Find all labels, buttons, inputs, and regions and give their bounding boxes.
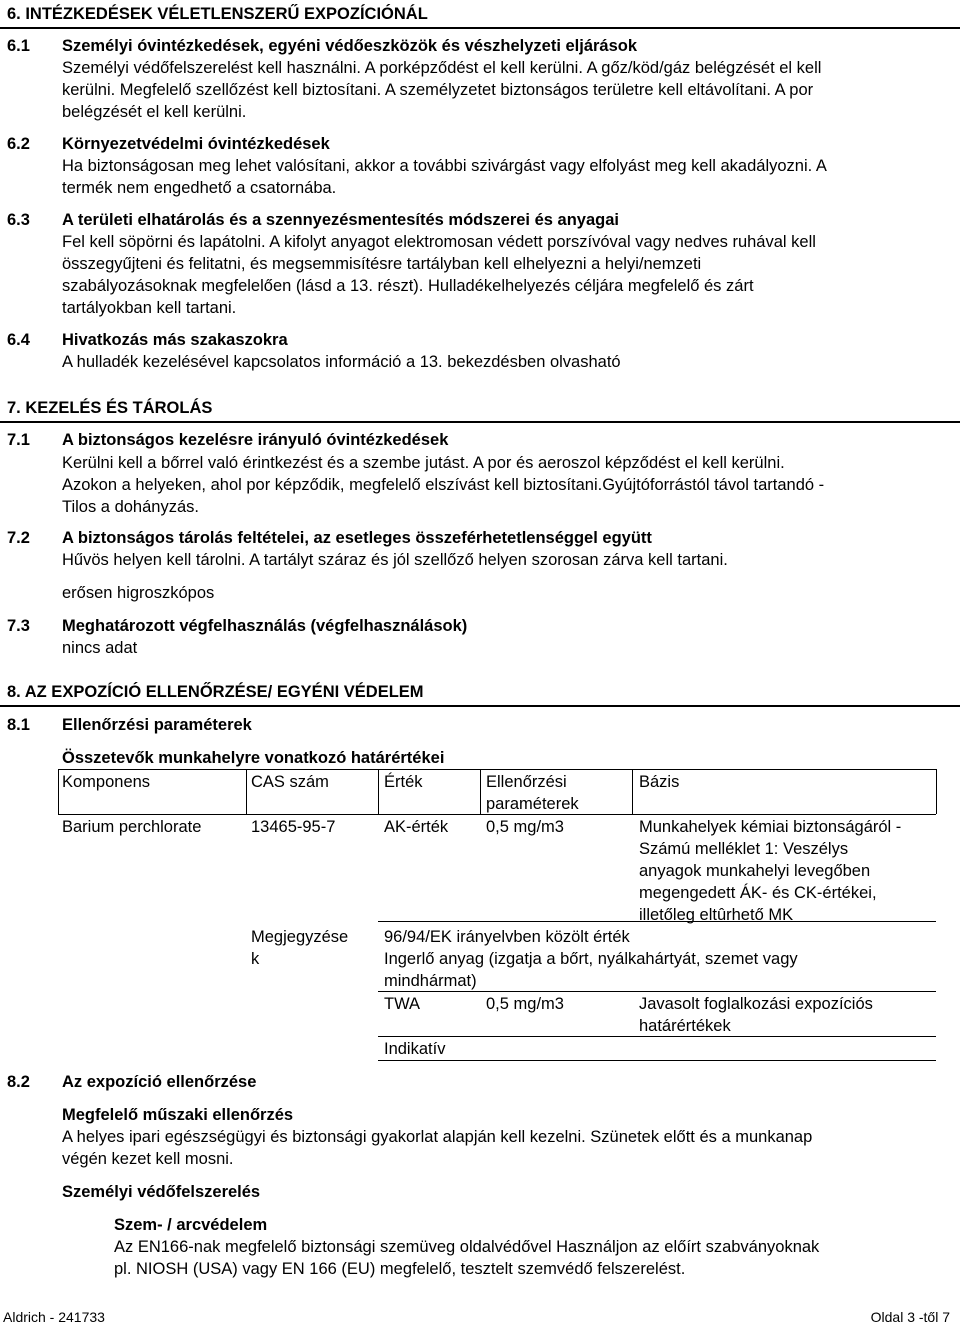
subsection-heading: A területi elhatárolás és a szennyezésmentesítés módszerei és anyagai <box>62 211 619 229</box>
table-line <box>936 769 937 814</box>
paragraph-line: kerülni. Megfelelő szellőzést kell biztosítani. A személyzetet biztonságos területre kell eltávolítani. A por <box>62 81 814 99</box>
subsection-number: 6.3 <box>7 211 30 229</box>
paragraph-line: A helyes ipari egészségügyi és biztonsági gyakorlat alapján kell kezelni. Szünetek előtt és a munkanap <box>62 1128 813 1146</box>
section-divider <box>0 705 960 707</box>
table-line <box>246 769 247 814</box>
paragraph-line: Tilos a dohányzás. <box>62 498 199 516</box>
table-header-cell: Komponens <box>62 773 151 791</box>
table-header-cell: Érték <box>384 773 423 791</box>
table-cell: TWA <box>384 995 421 1013</box>
subsection-heading: Személyi óvintézkedések, egyéni védőeszközök és vészhelyzeti eljárások <box>62 37 638 55</box>
subsection-heading: Környezetvédelmi óvintézkedések <box>62 135 330 153</box>
paragraph-line: Ha biztonságosan meg lehet valósítani, akkor a további szivárgást vagy elfolyást meg kell akadályozni. A <box>62 157 827 175</box>
table-cell: anyagok munkahelyi levegőben <box>639 862 871 880</box>
subsection-heading: A biztonságos tárolás feltételei, az esetleges összeférhetetlenséggel együtt <box>62 529 652 547</box>
paragraph-line: Személyi védőfelszerelést kell használni. A porképződést el kell kerülni. A gőz/köd/gáz belégzését el kell <box>62 59 822 77</box>
section-divider <box>0 421 960 423</box>
table-line <box>480 769 481 814</box>
subheading: Személyi védőfelszerelés <box>62 1183 261 1201</box>
table-line <box>58 769 59 814</box>
table-line <box>378 1060 936 1061</box>
remarks-text: 96/94/EK irányelvben közölt érték <box>384 928 630 946</box>
paragraph-line: összegyűjteni és felitatni, és megsemmisítésre tartályban kell elhelyezni a helyi/nemzeti <box>62 255 702 273</box>
subsection-heading: A biztonságos kezelésre irányuló óvintézkedések <box>62 431 449 449</box>
paragraph-line: Az EN166-nak megfelelő biztonsági szemüveg oldalvédővel Használjon az előírt szabványoknak <box>114 1238 820 1256</box>
table-title: Összetevők munkahelyre vonatkozó határértékei <box>62 749 445 767</box>
paragraph-line: belégzését el kell kerülni. <box>62 103 247 121</box>
paragraph-line: Fel kell söpörni és lapátolni. A kifolyt anyagot elektromosan védett porszívóval vagy nedves ruhával kell <box>62 233 816 251</box>
subsection-heading: Az expozíció ellenőrzése <box>62 1073 257 1091</box>
table-cell: Javasolt foglalkozási expozíciós <box>639 995 873 1013</box>
table-cell: Munkahelyek kémiai biztonságáról - <box>639 818 902 836</box>
subsection-heading: Ellenőrzési paraméterek <box>62 716 252 734</box>
section-divider <box>0 27 960 29</box>
paragraph-line: A hulladék kezelésével kapcsolatos információ a 13. bekezdésben olvasható <box>62 353 621 371</box>
paragraph-line: szabályozásoknak megfelelően (lásd a 13. részt). Hulladékelhelyezés céljára megfelelő és zárt <box>62 277 754 295</box>
table-cell: Barium perchlorate <box>62 818 202 836</box>
table-header-cell: Ellenőrzési <box>486 773 567 791</box>
remarks-label: Megjegyzése <box>251 928 349 946</box>
paragraph-line: végén kezet kell mosni. <box>62 1150 234 1168</box>
table-header-cell: Bázis <box>639 773 680 791</box>
paragraph-line: Kerülni kell a bőrrel való érintkezést és a szembe jutást. A por és aeroszol képződést el kell kerülni. <box>62 454 785 472</box>
remarks-text: mindhármat) <box>384 972 477 990</box>
table-cell: Számú melléklet 1: Veszélys <box>639 840 849 858</box>
remarks-label: k <box>251 950 260 968</box>
table-line <box>58 769 936 770</box>
table-line <box>378 1036 936 1037</box>
table-header-cell: paraméterek <box>486 795 579 813</box>
subheading: Szem- / arcvédelem <box>114 1216 268 1234</box>
section-8-title: 8. AZ EXPOZÍCIÓ ELLENŐRZÉSE/ EGYÉNI VÉDELEM <box>7 683 424 701</box>
subsection-number: 8.2 <box>7 1073 30 1091</box>
table-cell: AK-érték <box>384 818 449 836</box>
paragraph-line: termék nem engedhető a csatornába. <box>62 179 337 197</box>
table-cell: illetőleg eltûrhető MK <box>639 906 794 924</box>
paragraph-line: erősen higroszkópos <box>62 584 215 602</box>
paragraph-line: tartályokban kell tartani. <box>62 299 237 317</box>
subsection-number: 7.1 <box>7 431 30 449</box>
table-cell: határértékek <box>639 1017 731 1035</box>
table-cell: 0,5 mg/m3 <box>486 818 564 836</box>
subsection-number: 6.4 <box>7 331 30 349</box>
footer-product: Aldrich - 241733 <box>3 1309 105 1325</box>
table-cell: 13465-95-7 <box>251 818 336 836</box>
section-7-title: 7. KEZELÉS ÉS TÁROLÁS <box>7 399 213 417</box>
paragraph-line: pl. NIOSH (USA) vagy EN 166 (EU) megfelelő, tesztelt szemvédő felszerelést. <box>114 1260 686 1278</box>
table-line <box>632 769 633 814</box>
paragraph-line: Hűvös helyen kell tárolni. A tartályt száraz és jól szellőző helyen szorosan zárva kell tartani. <box>62 551 728 569</box>
subsection-number: 8.1 <box>7 716 30 734</box>
footer-page-number: Oldal 3 -től 7 <box>870 1309 950 1325</box>
subheading: Megfelelő műszaki ellenőrzés <box>62 1106 294 1124</box>
subsection-heading: Meghatározott végfelhasználás (végfelhasználások) <box>62 617 468 635</box>
table-cell: Indikatív <box>384 1040 446 1058</box>
table-cell: 0,5 mg/m3 <box>486 995 564 1013</box>
table-line <box>378 769 379 814</box>
table-line <box>378 991 936 992</box>
table-header-cell: CAS szám <box>251 773 329 791</box>
table-line <box>378 921 936 922</box>
subsection-number: 6.1 <box>7 37 30 55</box>
paragraph-line: Azokon a helyeken, ahol por képződik, megfelelő elszívást kell biztosítani.Gyújtóforrástól távol tartandó - <box>62 476 825 494</box>
section-6-title: 6. INTÉZKEDÉSEK VÉLETLENSZERŰ EXPOZÍCIÓNÁL <box>7 5 428 23</box>
table-cell: megengedett ÁK- és CK-értékei, <box>639 884 877 902</box>
paragraph-line: nincs adat <box>62 639 138 657</box>
subsection-heading: Hivatkozás más szakaszokra <box>62 331 288 349</box>
subsection-number: 7.3 <box>7 617 30 635</box>
subsection-number: 7.2 <box>7 529 30 547</box>
subsection-number: 6.2 <box>7 135 30 153</box>
remarks-text: Ingerlő anyag (izgatja a bőrt, nyálkahártyát, szemet vagy <box>384 950 798 968</box>
